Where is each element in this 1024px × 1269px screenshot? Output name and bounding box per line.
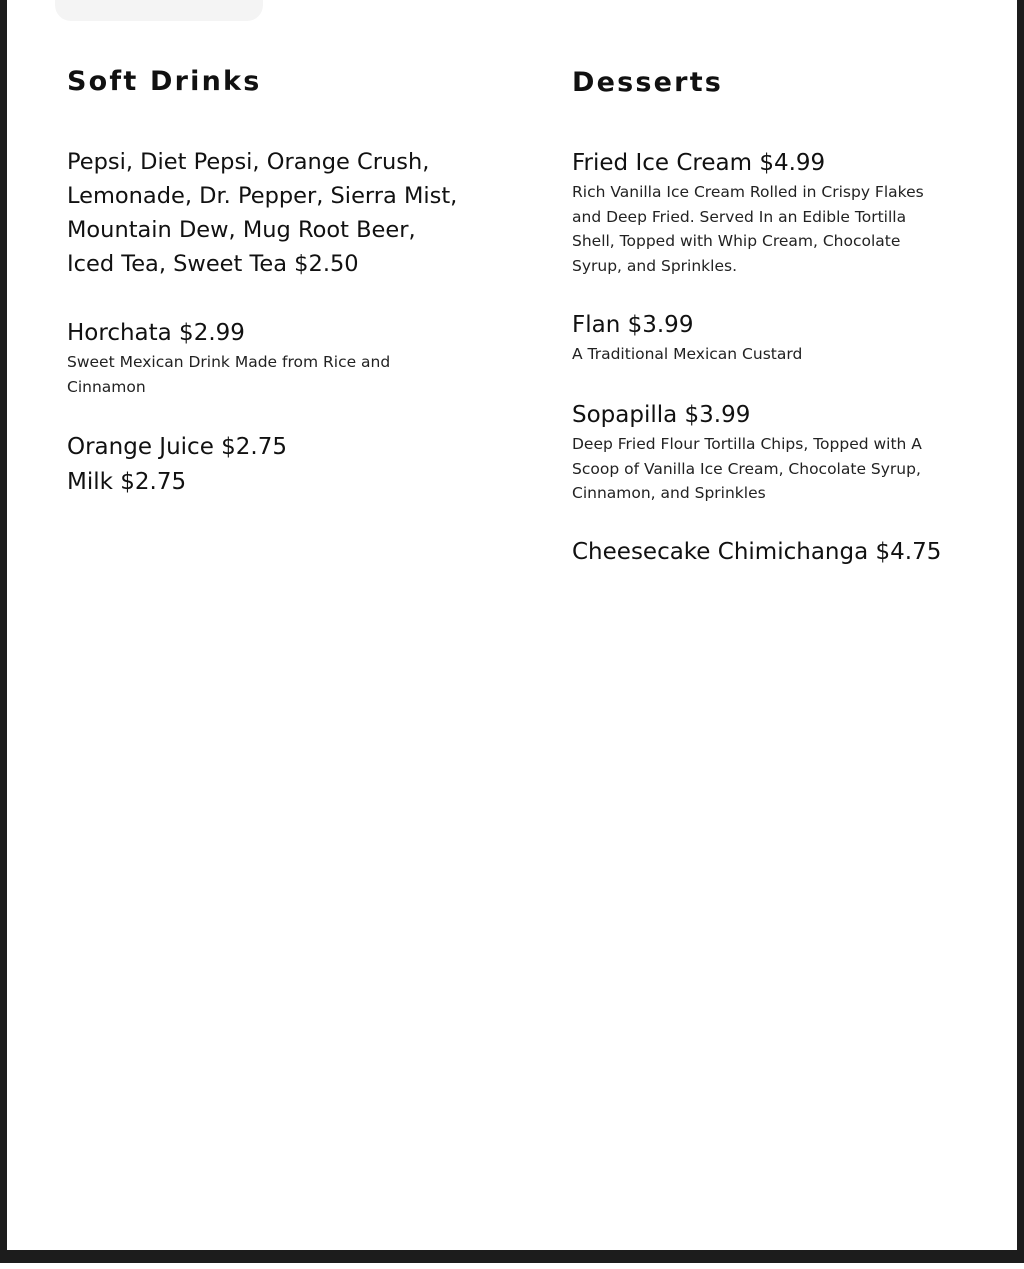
menu-page — [7, 0, 1017, 1250]
tab-stub — [55, 0, 263, 21]
fried-ice-cream-description: Rich Vanilla Ice Cream Rolled in Crispy Flakes and Deep Fried. Served In an Edible Tortilla Shell, Topped with Whip Cream, Chocolate Syrup, and Sprinkles. — [572, 183, 924, 275]
fried-ice-cream-title: Fried Ice Cream $4.99 — [572, 150, 826, 176]
sopapilla-item — [572, 398, 952, 506]
flan-title: Flan $3.99 — [572, 312, 694, 338]
flan-description: A Traditional Mexican Custard — [572, 345, 803, 363]
milk-title: Milk $2.75 — [67, 469, 187, 495]
flan-item — [572, 308, 952, 367]
cheesecake-chimichanga-item — [572, 535, 992, 569]
assorted-soft-drinks-item — [67, 145, 467, 281]
desserts-heading: Desserts — [572, 67, 724, 98]
milk-item — [67, 465, 467, 499]
assorted-soft-drinks-title: Pepsi, Diet Pepsi, Orange Crush, Lemonade, Dr. Pepper, Sierra Mist, Mountain Dew, Mug Root Beer, Iced Tea, Sweet Tea $2.50 — [67, 149, 458, 277]
sopapilla-title: Sopapilla $3.99 — [572, 402, 751, 428]
next-page-edge — [0, 1263, 1024, 1269]
horchata-description: Sweet Mexican Drink Made from Rice and Cinnamon — [67, 353, 391, 396]
horchata-item — [67, 316, 467, 399]
soft-drinks-heading: Soft Drinks — [67, 66, 262, 97]
orange-juice-title: Orange Juice $2.75 — [67, 434, 287, 460]
fried-ice-cream-item — [572, 146, 952, 278]
sopapilla-description: Deep Fried Flour Tortilla Chips, Topped with A Scoop of Vanilla Ice Cream, Chocolate Syrup, Cinnamon, and Sprinkles — [572, 435, 922, 502]
horchata-title: Horchata $2.99 — [67, 320, 245, 346]
orange-juice-item — [67, 430, 467, 464]
cheesecake-chimichanga-title: Cheesecake Chimichanga $4.75 — [572, 539, 942, 565]
